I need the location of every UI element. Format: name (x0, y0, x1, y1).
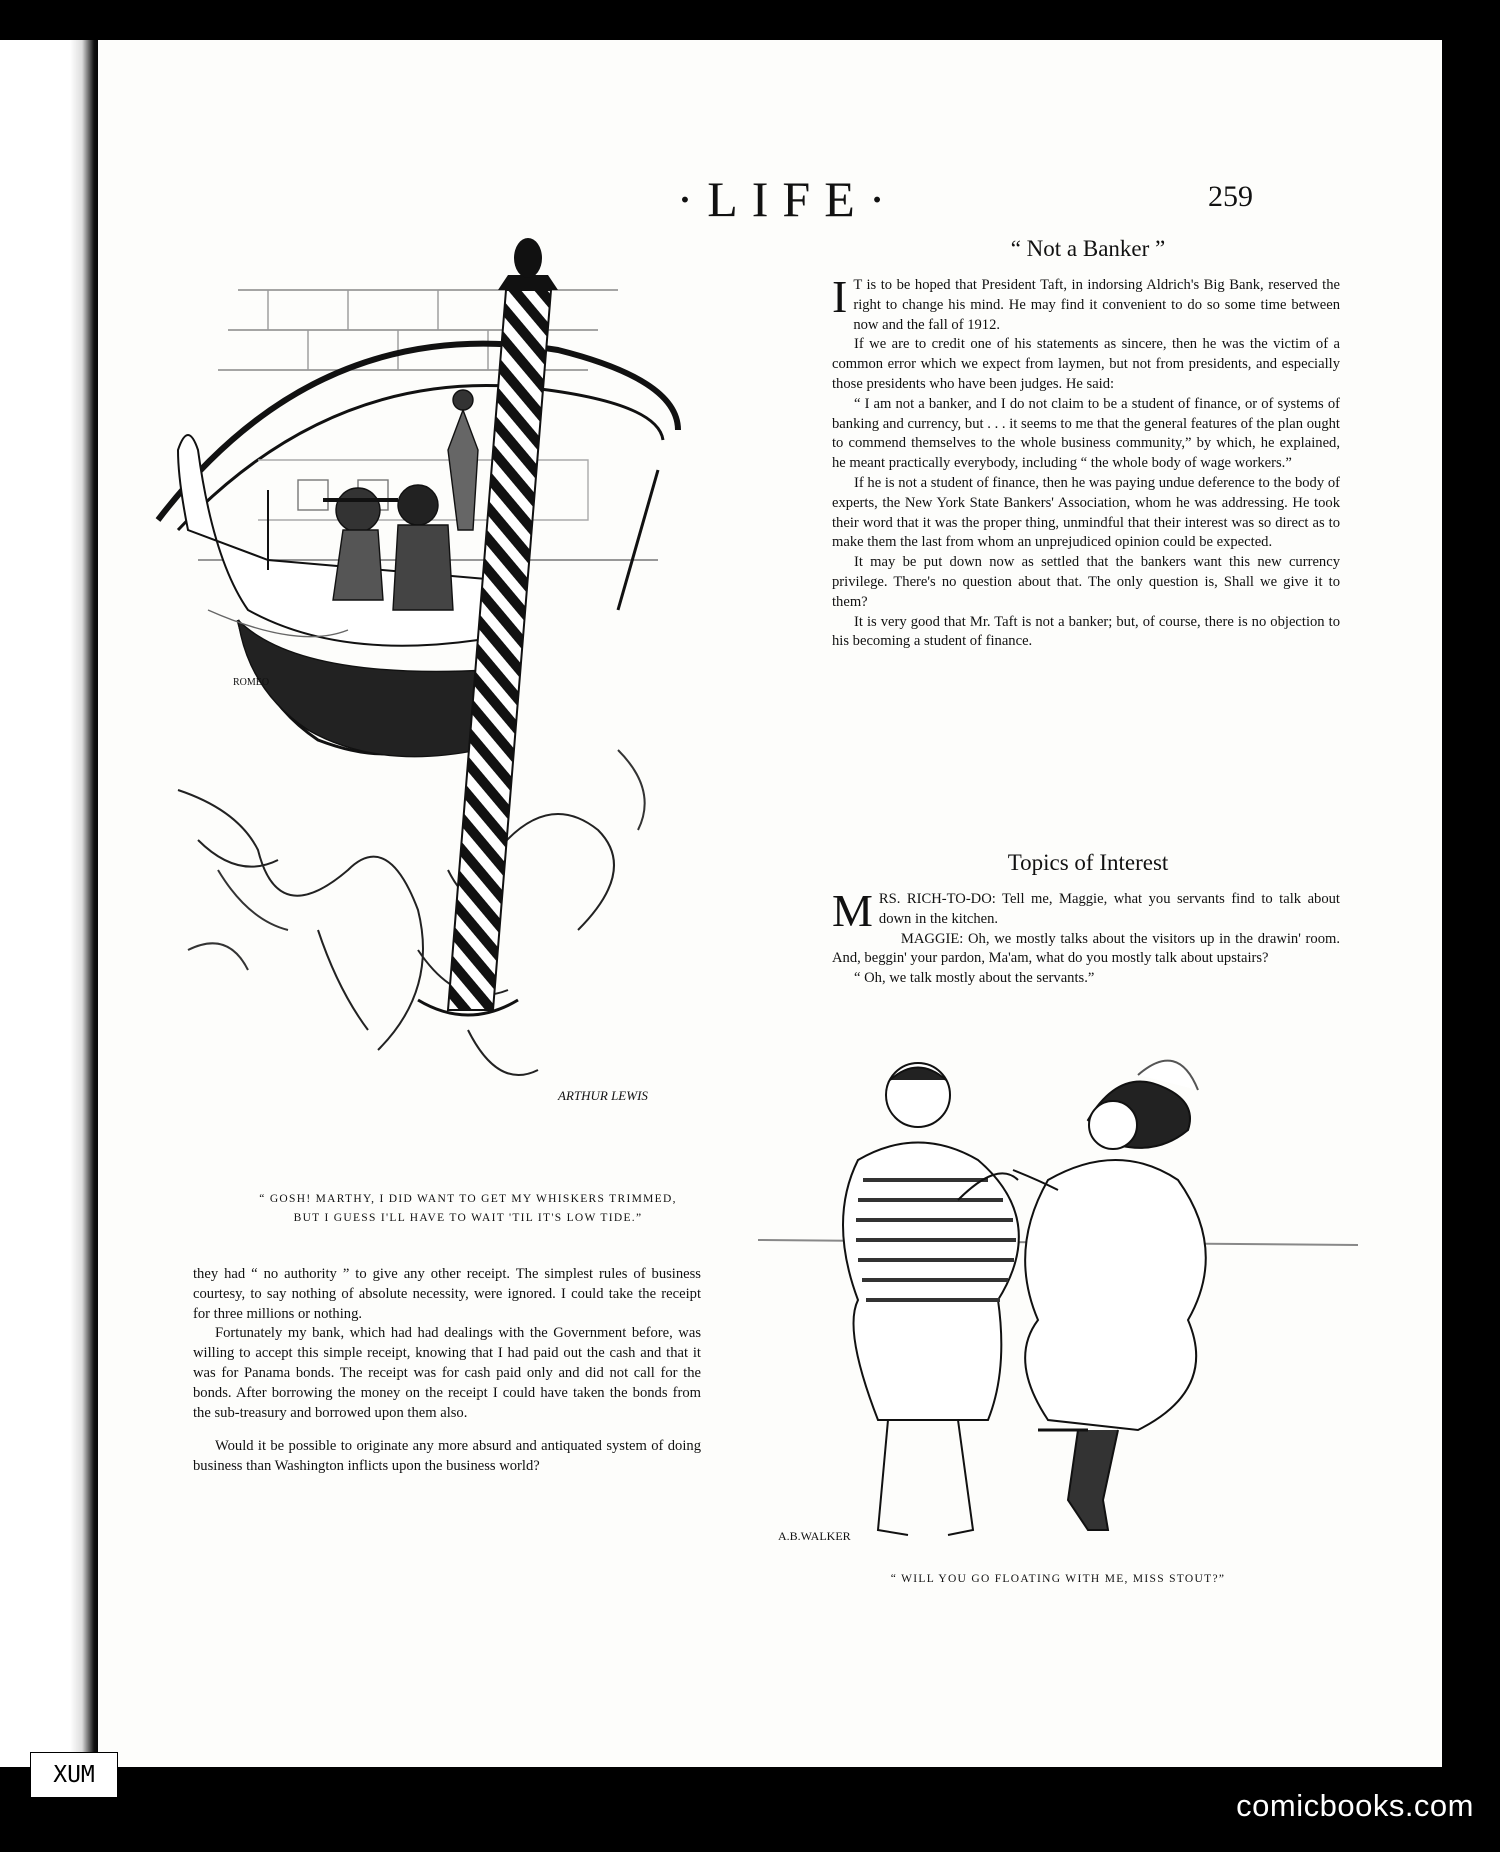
archive-tag: XUM (30, 1752, 118, 1798)
artist-signature: A.B.WALKER (778, 1529, 851, 1543)
paragraph: If he is not a student of finance, then he was paying undue deference to the body of experts, the New York State Bankers' Association, whom he was addressing. He took their word that it was the proper thing, unmindful that their interest was so direct as to make them the last from whom an unprejudiced opinion could be expected. (832, 474, 1340, 551)
artist-signature: ARTHUR LEWIS (558, 1088, 648, 1103)
paragraph: If we are to credit one of his statements as sincere, then he was the victim of a common error which we expect from laymen, but not from presidents, and especially those presidents who have been judges. He said: (832, 336, 1340, 392)
article-title: Topics of Interest (1007, 850, 1169, 875)
paragraph: Would it be possible to originate any more absurd and antiquated system of doing business than Washington inflicts upon the business world? (193, 1438, 701, 1475)
paragraph: It is very good that Mr. Taft is not a banker; but, of course, there is no objection to his becoming a student of finance. (832, 613, 1340, 650)
boat-name: ROMEO (233, 677, 270, 688)
gondola-caption (168, 1190, 768, 1228)
caption-line: BUT I GUESS I'LL HAVE TO WAIT 'TIL IT'S LOW TIDE.” (293, 1212, 643, 1224)
bathers-illustration (758, 1030, 1358, 1560)
paragraph: MAGGIE: Oh, we mostly talks about the visitors up in the drawin' room. And, beggin' your pardon, Ma'am, what do you mostly talk about upstairs? (832, 930, 1340, 967)
drop-cap: I (832, 271, 848, 322)
gondola-illustration (118, 230, 738, 1130)
book-gutter (70, 40, 100, 1767)
page-number: 259 (1208, 180, 1253, 213)
masthead: ·LIFE· (676, 171, 900, 227)
paragraph: “ Oh, we talk mostly about the servants.” (854, 970, 1095, 987)
magazine-page (98, 40, 1442, 1767)
paragraph: “ I am not a banker, and I do not claim to be a student of finance, or of systems of banking and currency, but . . . it seems to me that the general features of the plan ought to commend themselves to the whole business community,” by which, he explained, he meant practically everybody, including “ the whole body of wage workers.” (832, 395, 1340, 472)
article-body (832, 271, 1340, 652)
paragraph: It may be put down now as settled that the bankers want this new currency privilege. There's no question about that. The only question is, Shall we give it to them? (832, 554, 1340, 610)
caption-line: “ GOSH! MARTHY, I DID WANT TO GET MY WHISKERS TRIMMED, (259, 1193, 677, 1205)
paragraph: T is to be hoped that President Taft, in indorsing Aldrich's Big Bank, reserved the right to change his mind. He may find it convenient to do so some time between now and the fall of 1912. (853, 277, 1340, 333)
drop-cap: M (832, 885, 873, 936)
article-title: “ Not a Banker ” (1010, 236, 1166, 261)
dialogue-body (832, 885, 1340, 989)
paragraph: Fortunately my bank, which had had dealings with the Government before, was willing to accept this simple receipt, knowing that I had paid out the cash and that it was for Panama bonds. The receipt was for cash paid only and did not call for the bonds. After borrowing the money on the receipt I could have taken the bonds from the sub-treasury and borrowed upon them also. (193, 1325, 701, 1421)
watermark: comicbooks.com (1236, 1788, 1474, 1823)
paragraph: RS. RICH-TO-DO: Tell me, Maggie, what you servants find to talk about down in the kitchen. (878, 891, 1340, 927)
continued-article (193, 1265, 701, 1477)
bathers-caption: “ WILL YOU GO FLOATING WITH ME, MISS STOUT?” (890, 1573, 1226, 1585)
paragraph: they had “ no authority ” to give any other receipt. The simplest rules of business courtesy, to say nothing of absolute necessity, were ignored. I could take the receipt for three millions or nothing. (193, 1266, 701, 1322)
